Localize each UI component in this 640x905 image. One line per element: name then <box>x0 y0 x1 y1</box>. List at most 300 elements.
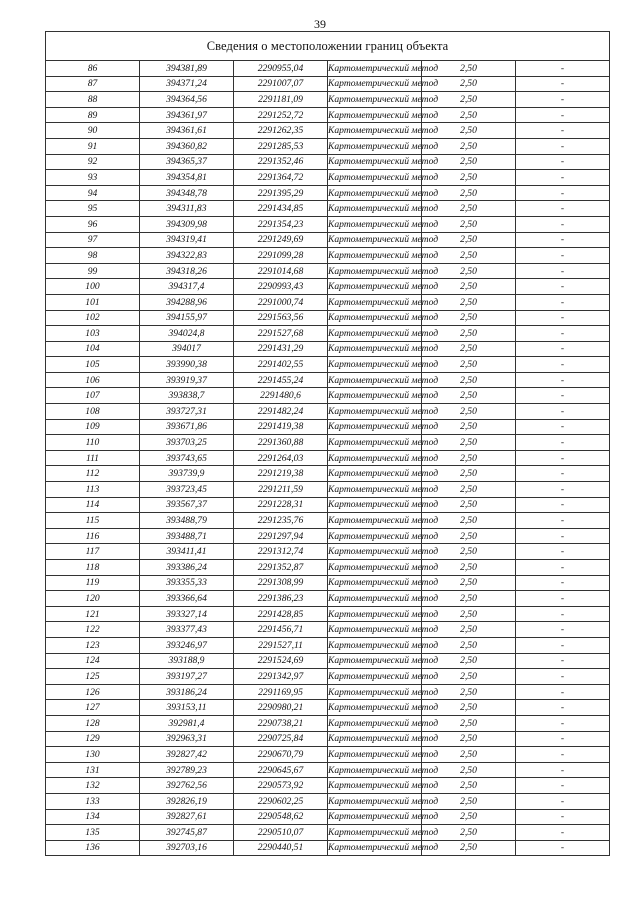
accuracy-cell: 2,50 <box>422 747 516 763</box>
y-coordinate-cell: 2291455,24 <box>234 372 328 388</box>
point-number-cell: 127 <box>46 700 140 716</box>
x-coordinate-cell: 394319,41 <box>140 232 234 248</box>
point-number-cell: 104 <box>46 341 140 357</box>
description-cell: - <box>516 497 610 513</box>
y-coordinate-cell: 2291000,74 <box>234 294 328 310</box>
method-cell: Картометрический метод <box>328 123 422 139</box>
description-cell: - <box>516 747 610 763</box>
x-coordinate-cell: 394371,24 <box>140 76 234 92</box>
x-coordinate-cell: 394322,83 <box>140 248 234 264</box>
method-cell: Картометрический метод <box>328 170 422 186</box>
table-row <box>46 513 610 529</box>
y-coordinate-cell: 2290510,07 <box>234 825 328 841</box>
method-cell: Картометрический метод <box>328 482 422 498</box>
description-cell: - <box>516 762 610 778</box>
point-number-cell: 100 <box>46 279 140 295</box>
x-coordinate-cell: 394317,4 <box>140 279 234 295</box>
page-number: 39 <box>314 17 326 31</box>
table-row <box>46 731 610 747</box>
method-cell: Картометрический метод <box>328 357 422 373</box>
point-number-cell: 125 <box>46 669 140 685</box>
method-cell: Картометрический метод <box>328 466 422 482</box>
point-number-cell: 91 <box>46 138 140 154</box>
accuracy-cell: 2,50 <box>422 528 516 544</box>
point-number-cell: 130 <box>46 747 140 763</box>
y-coordinate-cell: 2291480,6 <box>234 388 328 404</box>
x-coordinate-cell: 393990,38 <box>140 357 234 373</box>
x-coordinate-cell: 393188,9 <box>140 653 234 669</box>
table-row <box>46 310 610 326</box>
y-coordinate-cell: 2291308,99 <box>234 575 328 591</box>
method-cell: Картометрический метод <box>328 76 422 92</box>
y-coordinate-cell: 2291419,38 <box>234 419 328 435</box>
x-coordinate-cell: 393727,31 <box>140 404 234 420</box>
y-coordinate-cell: 2291099,28 <box>234 248 328 264</box>
table-row <box>46 560 610 576</box>
table-row <box>46 497 610 513</box>
description-cell: - <box>516 232 610 248</box>
point-number-cell: 93 <box>46 170 140 186</box>
description-cell: - <box>516 279 610 295</box>
x-coordinate-cell: 392981,4 <box>140 715 234 731</box>
point-number-cell: 90 <box>46 123 140 139</box>
accuracy-cell: 2,50 <box>422 606 516 622</box>
x-coordinate-cell: 394309,98 <box>140 216 234 232</box>
description-cell: - <box>516 138 610 154</box>
x-coordinate-cell: 394360,82 <box>140 138 234 154</box>
method-cell: Картометрический метод <box>328 684 422 700</box>
method-cell: Картометрический метод <box>328 560 422 576</box>
accuracy-cell: 2,50 <box>422 107 516 123</box>
description-cell: - <box>516 482 610 498</box>
description-cell: - <box>516 92 610 108</box>
y-coordinate-cell: 2291235,76 <box>234 513 328 529</box>
description-cell: - <box>516 248 610 264</box>
description-cell: - <box>516 201 610 217</box>
y-coordinate-cell: 2291434,85 <box>234 201 328 217</box>
table-row <box>46 653 610 669</box>
point-number-cell: 89 <box>46 107 140 123</box>
x-coordinate-cell: 393246,97 <box>140 637 234 653</box>
x-coordinate-cell: 394024,8 <box>140 326 234 342</box>
accuracy-cell: 2,50 <box>422 560 516 576</box>
point-number-cell: 97 <box>46 232 140 248</box>
method-cell: Картометрический метод <box>328 435 422 451</box>
point-number-cell: 107 <box>46 388 140 404</box>
description-cell: - <box>516 778 610 794</box>
x-coordinate-cell: 392827,42 <box>140 747 234 763</box>
point-number-cell: 111 <box>46 450 140 466</box>
method-cell: Картометрический метод <box>328 606 422 622</box>
accuracy-cell: 2,50 <box>422 513 516 529</box>
x-coordinate-cell: 393739,9 <box>140 466 234 482</box>
table-row <box>46 466 610 482</box>
y-coordinate-cell: 2291456,71 <box>234 622 328 638</box>
point-number-cell: 106 <box>46 372 140 388</box>
accuracy-cell: 2,50 <box>422 154 516 170</box>
x-coordinate-cell: 393723,45 <box>140 482 234 498</box>
accuracy-cell: 2,50 <box>422 575 516 591</box>
x-coordinate-cell: 392826,19 <box>140 793 234 809</box>
table-row <box>46 544 610 560</box>
point-number-cell: 113 <box>46 482 140 498</box>
table-row <box>46 575 610 591</box>
table-row <box>46 450 610 466</box>
x-coordinate-cell: 393411,41 <box>140 544 234 560</box>
point-number-cell: 101 <box>46 294 140 310</box>
description-cell: - <box>516 372 610 388</box>
description-cell: - <box>516 715 610 731</box>
description-cell: - <box>516 404 610 420</box>
x-coordinate-cell: 392745,87 <box>140 825 234 841</box>
y-coordinate-cell: 2290548,62 <box>234 809 328 825</box>
point-number-cell: 115 <box>46 513 140 529</box>
point-number-cell: 94 <box>46 185 140 201</box>
description-cell: - <box>516 341 610 357</box>
accuracy-cell: 2,50 <box>422 778 516 794</box>
x-coordinate-cell: 394311,83 <box>140 201 234 217</box>
point-number-cell: 132 <box>46 778 140 794</box>
y-coordinate-cell: 2291312,74 <box>234 544 328 560</box>
table-row <box>46 825 610 841</box>
description-cell: - <box>516 450 610 466</box>
table-row <box>46 809 610 825</box>
table-row <box>46 793 610 809</box>
accuracy-cell: 2,50 <box>422 622 516 638</box>
table-row <box>46 762 610 778</box>
table-row <box>46 419 610 435</box>
y-coordinate-cell: 2291527,11 <box>234 637 328 653</box>
point-number-cell: 129 <box>46 731 140 747</box>
y-coordinate-cell: 2291007,07 <box>234 76 328 92</box>
x-coordinate-cell: 393488,71 <box>140 528 234 544</box>
x-coordinate-cell: 393153,11 <box>140 700 234 716</box>
table-row <box>46 840 610 856</box>
table-heading-row <box>46 32 610 61</box>
method-cell: Картометрический метод <box>328 232 422 248</box>
description-cell: - <box>516 591 610 607</box>
description-cell: - <box>516 560 610 576</box>
table-row <box>46 528 610 544</box>
table-row <box>46 341 610 357</box>
x-coordinate-cell: 394318,26 <box>140 263 234 279</box>
y-coordinate-cell: 2291354,23 <box>234 216 328 232</box>
table-row <box>46 591 610 607</box>
point-number-cell: 121 <box>46 606 140 622</box>
y-coordinate-cell: 2291395,29 <box>234 185 328 201</box>
point-number-cell: 92 <box>46 154 140 170</box>
point-number-cell: 108 <box>46 404 140 420</box>
method-cell: Картометрический метод <box>328 279 422 295</box>
point-number-cell: 122 <box>46 622 140 638</box>
x-coordinate-cell: 394348,78 <box>140 185 234 201</box>
x-coordinate-cell: 392703,16 <box>140 840 234 856</box>
point-number-cell: 103 <box>46 326 140 342</box>
y-coordinate-cell: 2291563,56 <box>234 310 328 326</box>
y-coordinate-cell: 2291262,35 <box>234 123 328 139</box>
description-cell: - <box>516 123 610 139</box>
table-row <box>46 279 610 295</box>
accuracy-cell: 2,50 <box>422 216 516 232</box>
method-cell: Картометрический метод <box>328 450 422 466</box>
point-number-cell: 112 <box>46 466 140 482</box>
accuracy-cell: 2,50 <box>422 684 516 700</box>
accuracy-cell: 2,50 <box>422 497 516 513</box>
table-row <box>46 232 610 248</box>
table-row <box>46 606 610 622</box>
method-cell: Картометрический метод <box>328 497 422 513</box>
table-row <box>46 107 610 123</box>
description-cell: - <box>516 170 610 186</box>
point-number-cell: 102 <box>46 310 140 326</box>
method-cell: Картометрический метод <box>328 544 422 560</box>
x-coordinate-cell: 393567,37 <box>140 497 234 513</box>
table-row <box>46 404 610 420</box>
accuracy-cell: 2,50 <box>422 840 516 856</box>
accuracy-cell: 2,50 <box>422 357 516 373</box>
accuracy-cell: 2,50 <box>422 482 516 498</box>
description-cell: - <box>516 669 610 685</box>
accuracy-cell: 2,50 <box>422 404 516 420</box>
table-row <box>46 372 610 388</box>
method-cell: Картометрический метод <box>328 731 422 747</box>
method-cell: Картометрический метод <box>328 404 422 420</box>
accuracy-cell: 2,50 <box>422 279 516 295</box>
y-coordinate-cell: 2291524,69 <box>234 653 328 669</box>
x-coordinate-cell: 394361,61 <box>140 123 234 139</box>
table-row <box>46 435 610 451</box>
y-coordinate-cell: 2290980,21 <box>234 700 328 716</box>
description-cell: - <box>516 310 610 326</box>
description-cell: - <box>516 388 610 404</box>
y-coordinate-cell: 2290955,04 <box>234 61 328 77</box>
description-cell: - <box>516 513 610 529</box>
table-body <box>46 32 610 856</box>
table-row <box>46 201 610 217</box>
point-number-cell: 134 <box>46 809 140 825</box>
table-row <box>46 715 610 731</box>
table-row <box>46 482 610 498</box>
table-row <box>46 92 610 108</box>
accuracy-cell: 2,50 <box>422 388 516 404</box>
table-row <box>46 76 610 92</box>
accuracy-cell: 2,50 <box>422 263 516 279</box>
accuracy-cell: 2,50 <box>422 232 516 248</box>
point-number-cell: 124 <box>46 653 140 669</box>
x-coordinate-cell: 393703,25 <box>140 435 234 451</box>
y-coordinate-cell: 2290573,92 <box>234 778 328 794</box>
description-cell: - <box>516 528 610 544</box>
table-row <box>46 357 610 373</box>
accuracy-cell: 2,50 <box>422 450 516 466</box>
accuracy-cell: 2,50 <box>422 653 516 669</box>
description-cell: - <box>516 154 610 170</box>
accuracy-cell: 2,50 <box>422 825 516 841</box>
accuracy-cell: 2,50 <box>422 700 516 716</box>
table-row <box>46 154 610 170</box>
x-coordinate-cell: 393186,24 <box>140 684 234 700</box>
y-coordinate-cell: 2290670,79 <box>234 747 328 763</box>
y-coordinate-cell: 2291211,59 <box>234 482 328 498</box>
point-number-cell: 135 <box>46 825 140 841</box>
x-coordinate-cell: 393488,79 <box>140 513 234 529</box>
method-cell: Картометрический метод <box>328 107 422 123</box>
accuracy-cell: 2,50 <box>422 372 516 388</box>
y-coordinate-cell: 2291249,69 <box>234 232 328 248</box>
method-cell: Картометрический метод <box>328 700 422 716</box>
y-coordinate-cell: 2291482,24 <box>234 404 328 420</box>
x-coordinate-cell: 394017 <box>140 341 234 357</box>
point-number-cell: 98 <box>46 248 140 264</box>
y-coordinate-cell: 2291181,09 <box>234 92 328 108</box>
description-cell: - <box>516 216 610 232</box>
method-cell: Картометрический метод <box>328 762 422 778</box>
point-number-cell: 117 <box>46 544 140 560</box>
accuracy-cell: 2,50 <box>422 762 516 778</box>
accuracy-cell: 2,50 <box>422 76 516 92</box>
table-row <box>46 622 610 638</box>
method-cell: Картометрический метод <box>328 825 422 841</box>
accuracy-cell: 2,50 <box>422 185 516 201</box>
accuracy-cell: 2,50 <box>422 591 516 607</box>
point-number-cell: 116 <box>46 528 140 544</box>
accuracy-cell: 2,50 <box>422 669 516 685</box>
accuracy-cell: 2,50 <box>422 341 516 357</box>
x-coordinate-cell: 393377,43 <box>140 622 234 638</box>
x-coordinate-cell: 393671,86 <box>140 419 234 435</box>
method-cell: Картометрический метод <box>328 216 422 232</box>
method-cell: Картометрический метод <box>328 201 422 217</box>
description-cell: - <box>516 575 610 591</box>
x-coordinate-cell: 393743,65 <box>140 450 234 466</box>
method-cell: Картометрический метод <box>328 310 422 326</box>
y-coordinate-cell: 2291428,85 <box>234 606 328 622</box>
table-row <box>46 637 610 653</box>
accuracy-cell: 2,50 <box>422 466 516 482</box>
description-cell: - <box>516 294 610 310</box>
x-coordinate-cell: 394381,89 <box>140 61 234 77</box>
y-coordinate-cell: 2291342,97 <box>234 669 328 685</box>
method-cell: Картометрический метод <box>328 591 422 607</box>
y-coordinate-cell: 2291169,95 <box>234 684 328 700</box>
point-number-cell: 118 <box>46 560 140 576</box>
point-number-cell: 88 <box>46 92 140 108</box>
x-coordinate-cell: 392827,61 <box>140 809 234 825</box>
description-cell: - <box>516 637 610 653</box>
description-cell: - <box>516 700 610 716</box>
description-cell: - <box>516 809 610 825</box>
table-row <box>46 185 610 201</box>
y-coordinate-cell: 2290602,25 <box>234 793 328 809</box>
method-cell: Картометрический метод <box>328 154 422 170</box>
description-cell: - <box>516 107 610 123</box>
point-number-cell: 128 <box>46 715 140 731</box>
x-coordinate-cell: 394354,81 <box>140 170 234 186</box>
table-row <box>46 248 610 264</box>
x-coordinate-cell: 394364,56 <box>140 92 234 108</box>
description-cell: - <box>516 435 610 451</box>
point-number-cell: 105 <box>46 357 140 373</box>
method-cell: Картометрический метод <box>328 92 422 108</box>
accuracy-cell: 2,50 <box>422 123 516 139</box>
description-cell: - <box>516 544 610 560</box>
accuracy-cell: 2,50 <box>422 310 516 326</box>
method-cell: Картометрический метод <box>328 637 422 653</box>
accuracy-cell: 2,50 <box>422 419 516 435</box>
method-cell: Картометрический метод <box>328 809 422 825</box>
point-number-cell: 131 <box>46 762 140 778</box>
table-row <box>46 669 610 685</box>
accuracy-cell: 2,50 <box>422 326 516 342</box>
method-cell: Картометрический метод <box>328 669 422 685</box>
y-coordinate-cell: 2291431,29 <box>234 341 328 357</box>
x-coordinate-cell: 392789,23 <box>140 762 234 778</box>
table-row <box>46 747 610 763</box>
y-coordinate-cell: 2291352,87 <box>234 560 328 576</box>
method-cell: Картометрический метод <box>328 778 422 794</box>
table-heading: Сведения о местоположении границ объекта <box>46 32 610 61</box>
table-row <box>46 388 610 404</box>
method-cell: Картометрический метод <box>328 61 422 77</box>
method-cell: Картометрический метод <box>328 248 422 264</box>
x-coordinate-cell: 394365,37 <box>140 154 234 170</box>
x-coordinate-cell: 394288,96 <box>140 294 234 310</box>
description-cell: - <box>516 622 610 638</box>
x-coordinate-cell: 393355,33 <box>140 575 234 591</box>
description-cell: - <box>516 419 610 435</box>
table-row <box>46 170 610 186</box>
y-coordinate-cell: 2290738,21 <box>234 715 328 731</box>
description-cell: - <box>516 326 610 342</box>
accuracy-cell: 2,50 <box>422 793 516 809</box>
accuracy-cell: 2,50 <box>422 731 516 747</box>
y-coordinate-cell: 2290725,84 <box>234 731 328 747</box>
table-row <box>46 326 610 342</box>
y-coordinate-cell: 2291228,31 <box>234 497 328 513</box>
method-cell: Картометрический метод <box>328 513 422 529</box>
y-coordinate-cell: 2291402,55 <box>234 357 328 373</box>
point-number-cell: 109 <box>46 419 140 435</box>
method-cell: Картометрический метод <box>328 653 422 669</box>
point-number-cell: 120 <box>46 591 140 607</box>
point-number-cell: 126 <box>46 684 140 700</box>
method-cell: Картометрический метод <box>328 528 422 544</box>
description-cell: - <box>516 185 610 201</box>
table-row <box>46 216 610 232</box>
y-coordinate-cell: 2291252,72 <box>234 107 328 123</box>
point-number-cell: 87 <box>46 76 140 92</box>
x-coordinate-cell: 393327,14 <box>140 606 234 622</box>
y-coordinate-cell: 2291264,03 <box>234 450 328 466</box>
method-cell: Картометрический метод <box>328 341 422 357</box>
accuracy-cell: 2,50 <box>422 435 516 451</box>
point-number-cell: 123 <box>46 637 140 653</box>
method-cell: Картометрический метод <box>328 622 422 638</box>
method-cell: Картометрический метод <box>328 326 422 342</box>
method-cell: Картометрический метод <box>328 747 422 763</box>
point-number-cell: 114 <box>46 497 140 513</box>
table-row <box>46 123 610 139</box>
accuracy-cell: 2,50 <box>422 715 516 731</box>
accuracy-cell: 2,50 <box>422 138 516 154</box>
x-coordinate-cell: 393366,64 <box>140 591 234 607</box>
accuracy-cell: 2,50 <box>422 201 516 217</box>
y-coordinate-cell: 2290440,51 <box>234 840 328 856</box>
method-cell: Картометрический метод <box>328 840 422 856</box>
x-coordinate-cell: 392963,31 <box>140 731 234 747</box>
table-row <box>46 138 610 154</box>
accuracy-cell: 2,50 <box>422 294 516 310</box>
